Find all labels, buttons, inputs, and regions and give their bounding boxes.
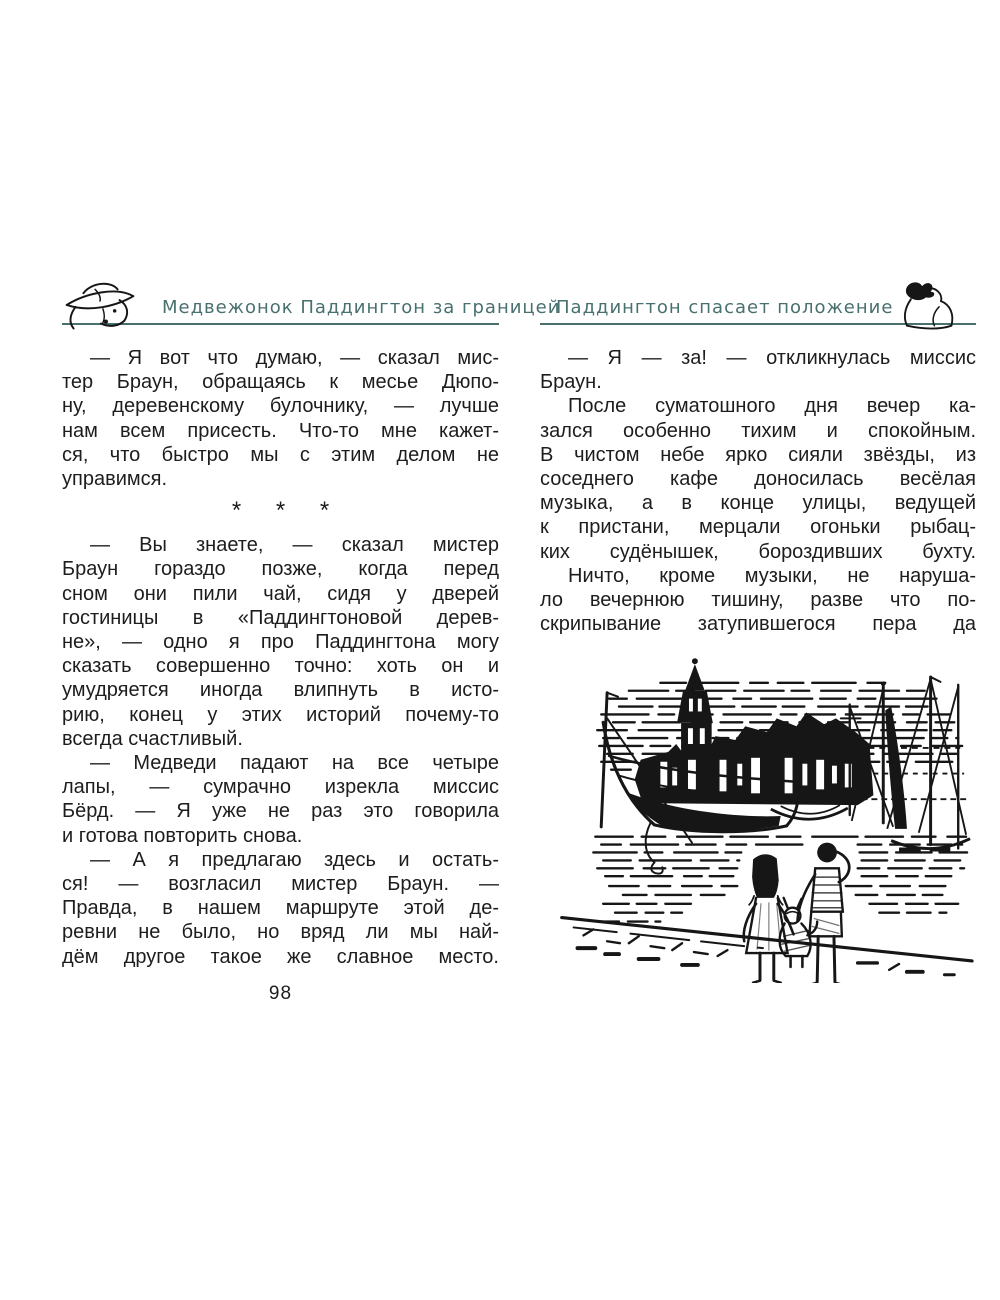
text-line: ся! — возгласил мистер Браун. — [62, 873, 499, 896]
text-line: сном они пили чай, сидя у дверей [62, 582, 499, 605]
boy-figure [797, 843, 849, 983]
text-line: всегда счастливый. [62, 727, 243, 750]
paddington-back-bear-icon [892, 278, 958, 330]
right-text-column [540, 346, 976, 636]
text-line: Браун гораздо позже, когда перед [62, 558, 499, 581]
asterisk-separator: * * * [231, 497, 344, 525]
text-line: ну, деревенскому булочнику, — лучше [62, 395, 499, 418]
text-line: Браун. [540, 371, 602, 394]
text-line: — А я предлагаю здесь и остать- [90, 848, 499, 871]
paddington-hat-bear-icon [56, 278, 144, 330]
text-line: нам всем присесть. Что-то мне кажет- [62, 419, 499, 442]
text-line: ло вечернюю тишину, разве что по- [540, 589, 976, 612]
text-line: — Я — за! — откликнулась миссис [568, 347, 976, 369]
page-number: 98 [268, 982, 293, 1004]
text-line: гостиницы в «Паддингтоновой дерев- [62, 606, 499, 629]
text-line: умудряется иногда влипнуть в исто- [62, 679, 499, 702]
text-line: к пристани, мерцали огоньки рыбац- [540, 516, 976, 539]
right-page-header [540, 283, 976, 325]
text-line: сказать совершенно точно: хоть он и [62, 655, 499, 678]
left-page [62, 283, 561, 1005]
harbor-night-sketch [544, 649, 974, 983]
text-line: скрипывание затупившегося пера да [540, 613, 976, 636]
text-line: После суматошного дня вечер ка- [568, 395, 976, 418]
left-page-header [62, 283, 561, 325]
text-line: и готова повторить снова. [62, 824, 303, 847]
right-header-title: Паддингтон спасает положение [556, 297, 894, 318]
text-line: не», — одно я про Паддингтона могу [62, 631, 499, 654]
text-line: ся, что быстро мы с этим делом не [62, 443, 499, 466]
text-line: ревни не было, но вряд ли мы най- [62, 921, 499, 944]
text-line: зался особенно тихим и спокойным. [540, 419, 976, 442]
text-line: тер Браун, обращаясь к месье Дюпо- [62, 371, 499, 394]
text-line: — Вы знаете, — сказал мистер [90, 534, 499, 557]
text-line: дём другое такое же славное место. [62, 945, 499, 968]
text-line: соседнего кафе доносилась весёлая [540, 468, 976, 491]
text-line: лапы, — сумрачно изрекла миссис [62, 776, 499, 799]
left-header-title: Медвежонок Паддингтон за границей [162, 297, 561, 318]
text-line: рию, конец у этих историй почему-то [62, 703, 499, 726]
left-text-column [62, 346, 499, 969]
text-line: В чистом небе ярко сияли звёзды, из [540, 443, 976, 466]
harbor-illustration [544, 649, 976, 983]
text-line: Правда, в нашем маршруте этой де- [62, 897, 499, 920]
text-line: — Я вот что думаю, — сказал мис- [90, 347, 499, 369]
text-line: Бёрд. — Я уже не раз это говорила [62, 800, 499, 823]
right-page [540, 283, 976, 983]
text-line: Ничто, кроме музыки, не наруша- [568, 564, 976, 587]
text-line: ких судёнышек, бороздивших бухту. [540, 540, 976, 563]
text-line: музыка, а в конце улицы, ведущей [540, 492, 976, 515]
text-line: — Медведи падают на все четыре [90, 752, 499, 775]
text-line: управимся. [62, 468, 168, 491]
